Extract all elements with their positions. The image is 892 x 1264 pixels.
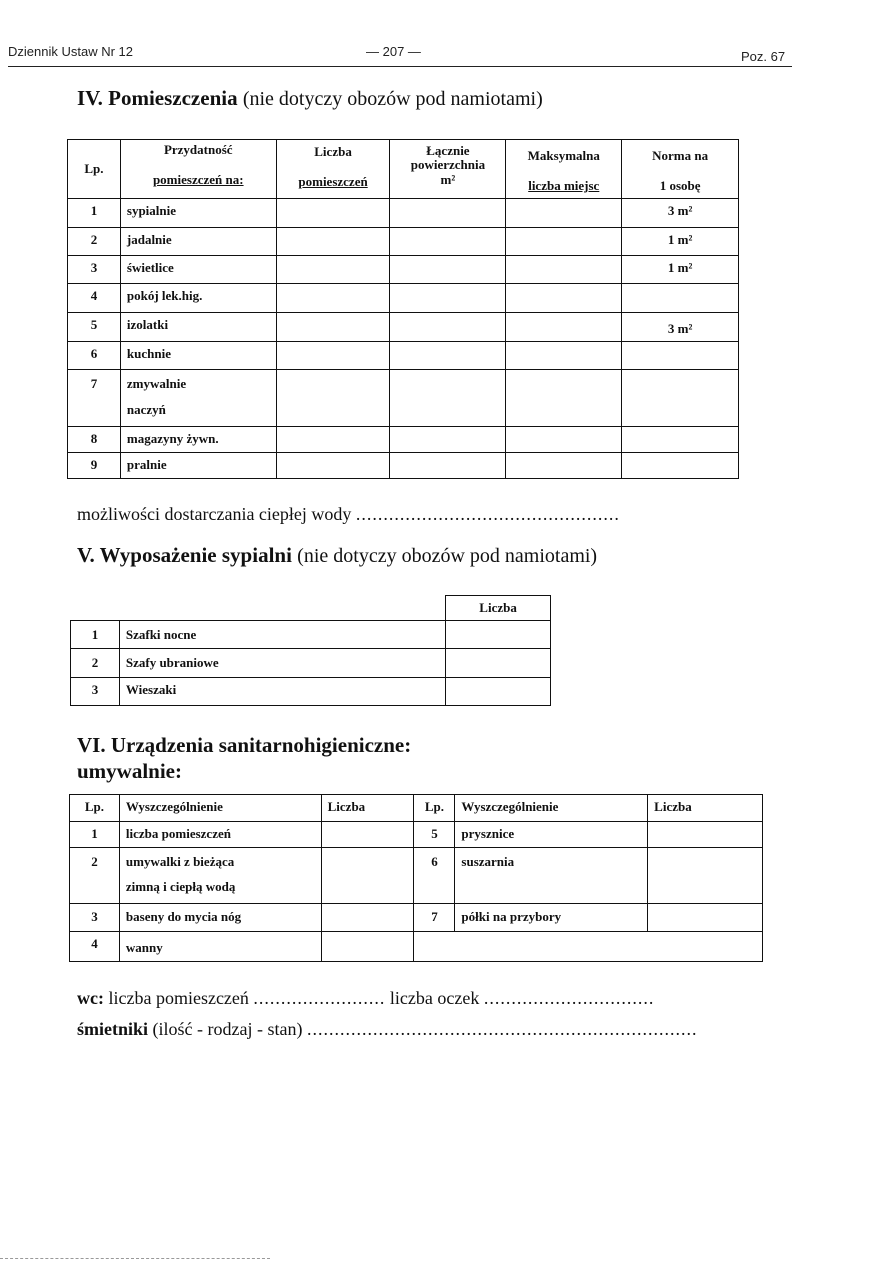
row-lp: 5 <box>68 313 121 342</box>
row-name: jadalnie <box>120 228 276 256</box>
row-count-cell[interactable] <box>446 621 551 649</box>
row-lp: 8 <box>68 427 121 453</box>
row-count-cell[interactable] <box>276 256 390 284</box>
row-area-cell[interactable] <box>390 453 506 479</box>
row-lp: 3 <box>68 256 121 284</box>
table-row <box>68 370 739 427</box>
col-count-right: Liczba <box>648 795 763 822</box>
row-max-cell[interactable] <box>506 313 622 342</box>
col-count: Liczba <box>446 596 551 621</box>
row-name: liczba pomieszczeń <box>119 822 321 848</box>
row-name: zmywalnie naczyń <box>120 370 276 427</box>
table-row <box>70 904 763 932</box>
row-norm <box>622 284 739 313</box>
col-lp: Lp. <box>70 795 120 822</box>
table-row <box>68 427 739 453</box>
row-area-cell[interactable] <box>390 370 506 427</box>
row-count-cell[interactable] <box>321 904 414 932</box>
warm-water-line <box>77 504 620 525</box>
col-area: Łącznie powierzchnia m² <box>390 140 506 199</box>
col-lp: Lp. <box>68 140 121 199</box>
journal-title: Dziennik Ustaw Nr 12 <box>8 44 133 59</box>
row-area-cell[interactable] <box>390 342 506 370</box>
row-area-cell[interactable] <box>390 313 506 342</box>
table-row <box>70 848 763 904</box>
row-name: sypialnie <box>120 199 276 228</box>
row-count-cell[interactable] <box>321 822 414 848</box>
row-max-cell[interactable] <box>506 199 622 228</box>
sanitary-table <box>69 794 763 962</box>
row-count-cell[interactable] <box>276 370 390 427</box>
row-lp: 4 <box>68 284 121 313</box>
row-count-cell[interactable] <box>276 342 390 370</box>
row-lp-right: 6 <box>414 848 455 904</box>
trash-note: (ilość - rodzaj - stan) <box>152 1019 303 1039</box>
row-max-cell[interactable] <box>506 256 622 284</box>
row-name-right: prysznice <box>455 822 648 848</box>
table-row <box>68 453 739 479</box>
table-row <box>68 284 739 313</box>
warm-water-field[interactable]: ................................................ <box>355 504 620 524</box>
row-area-cell[interactable] <box>390 199 506 228</box>
table-row <box>68 342 739 370</box>
row-lp: 3 <box>71 678 120 706</box>
table-row <box>70 822 763 848</box>
wc-rooms-field[interactable]: ........................ <box>253 988 386 1008</box>
row-count-cell[interactable] <box>276 228 390 256</box>
row-area-cell[interactable] <box>390 256 506 284</box>
row-count-cell[interactable] <box>276 453 390 479</box>
wc-seats-label: liczba oczek <box>389 988 480 1008</box>
row-lp: 1 <box>71 621 120 649</box>
row-lp: 6 <box>68 342 121 370</box>
table-row <box>68 228 739 256</box>
header-rule <box>8 66 792 67</box>
row-name: Wieszaki <box>119 678 445 706</box>
section-iv-title: IV. Pomieszczenia <box>77 86 238 110</box>
row-norm <box>622 342 739 370</box>
row-norm <box>622 453 739 479</box>
row-count-cell-right[interactable] <box>648 848 763 904</box>
row-name-right: suszarnia <box>455 848 648 904</box>
row-count-cell[interactable] <box>321 932 414 962</box>
row-max-cell[interactable] <box>506 427 622 453</box>
row-lp: 4 <box>70 932 120 962</box>
row-name-right: półki na przybory <box>455 904 648 932</box>
sanitary-header <box>70 795 763 822</box>
col-spec-right: Wyszczególnienie <box>455 795 648 822</box>
wc-seats-field[interactable]: ............................... <box>483 988 655 1008</box>
row-name: świetlice <box>120 256 276 284</box>
section-v-title: V. Wyposażenie sypialni <box>77 543 292 567</box>
section-v-note: (nie dotyczy obozów pod namiotami) <box>297 545 598 567</box>
row-norm <box>622 370 739 427</box>
scan-artifact-line <box>0 1258 270 1260</box>
section-iv-heading <box>77 86 543 111</box>
wc-label: wc: <box>77 988 104 1008</box>
wc-rooms-label: liczba pomieszczeń <box>108 988 249 1008</box>
col-spec: Wyszczególnienie <box>119 795 321 822</box>
row-count-cell[interactable] <box>446 678 551 706</box>
row-lp: 2 <box>71 649 120 678</box>
row-max-cell[interactable] <box>506 342 622 370</box>
row-name: umywalki z bieżąca zimną i ciepłą wodą <box>119 848 321 904</box>
row-norm: 3 m² <box>622 313 739 342</box>
section-iv-note: (nie dotyczy obozów pod namiotami) <box>242 88 543 110</box>
row-count-cell[interactable] <box>276 284 390 313</box>
col-count: Liczba pomieszczeń <box>276 140 390 199</box>
row-area-cell[interactable] <box>390 284 506 313</box>
row-lp: 9 <box>68 453 121 479</box>
row-lp-right: 5 <box>414 822 455 848</box>
bedroom-equipment-table <box>70 595 551 706</box>
trash-line <box>77 1019 697 1040</box>
position-number: Poz. 67 <box>741 49 786 64</box>
wc-line <box>77 988 654 1009</box>
row-max-cell[interactable] <box>506 370 622 427</box>
section-vi-subtitle: umywalnie: <box>77 759 182 783</box>
rooms-table <box>67 139 739 479</box>
section-v-heading <box>77 543 597 568</box>
rooms-table-header <box>68 140 739 199</box>
warm-water-label: możliwości dostarczania ciepłej wody <box>77 504 352 524</box>
page-number: — 207 — <box>366 44 421 59</box>
row-lp: 7 <box>68 370 121 427</box>
row-name: wanny <box>119 932 321 962</box>
table-row <box>71 649 551 678</box>
row-name: pokój lek.hig. <box>120 284 276 313</box>
section-vi-title: VI. Urządzenia sanitarnohigieniczne: <box>77 733 412 757</box>
trash-field[interactable]: ....................................................................... <box>306 1019 698 1039</box>
row-area-cell[interactable] <box>390 427 506 453</box>
row-lp-right: 7 <box>414 904 455 932</box>
row-name: pralnie <box>120 453 276 479</box>
row-name: baseny do mycia nóg <box>119 904 321 932</box>
row-count-cell[interactable] <box>276 199 390 228</box>
row-count-cell-right[interactable] <box>648 904 763 932</box>
col-norm: Norma na 1 osobę <box>622 140 739 199</box>
table-row <box>70 932 763 962</box>
row-norm: 1 m² <box>622 256 739 284</box>
trash-label: śmietniki <box>77 1019 149 1039</box>
table-row <box>68 313 739 342</box>
row-count-cell[interactable] <box>276 427 390 453</box>
row-count-cell-right[interactable] <box>648 822 763 848</box>
row-norm: 1 m² <box>622 228 739 256</box>
row-max-cell[interactable] <box>506 284 622 313</box>
row-norm <box>622 427 739 453</box>
row-lp: 2 <box>68 228 121 256</box>
col-lp-right: Lp. <box>414 795 455 822</box>
row-name: Szafki nocne <box>119 621 445 649</box>
row-count-cell[interactable] <box>276 313 390 342</box>
table-row <box>68 199 739 228</box>
row-count-cell[interactable] <box>446 649 551 678</box>
row-max-cell[interactable] <box>506 228 622 256</box>
row-lp: 1 <box>70 822 120 848</box>
row-name: magazyny żywn. <box>120 427 276 453</box>
row-norm: 3 m² <box>622 199 739 228</box>
row-max-cell[interactable] <box>506 453 622 479</box>
col-purpose: Przydatność pomieszczeń na: <box>120 140 276 199</box>
row-area-cell[interactable] <box>390 228 506 256</box>
table-row <box>68 256 739 284</box>
col-max-places: Maksymalna liczba miejsc <box>506 140 622 199</box>
row-name: kuchnie <box>120 342 276 370</box>
row-lp: 3 <box>70 904 120 932</box>
col-count: Liczba <box>321 795 414 822</box>
row-name: Szafy ubraniowe <box>119 649 445 678</box>
row-lp: 2 <box>70 848 120 904</box>
row-name: izolatki <box>120 313 276 342</box>
row-lp: 1 <box>68 199 121 228</box>
table-row <box>71 678 551 706</box>
row-count-cell[interactable] <box>321 848 414 904</box>
empty-cell <box>414 932 763 962</box>
table-row <box>71 621 551 649</box>
